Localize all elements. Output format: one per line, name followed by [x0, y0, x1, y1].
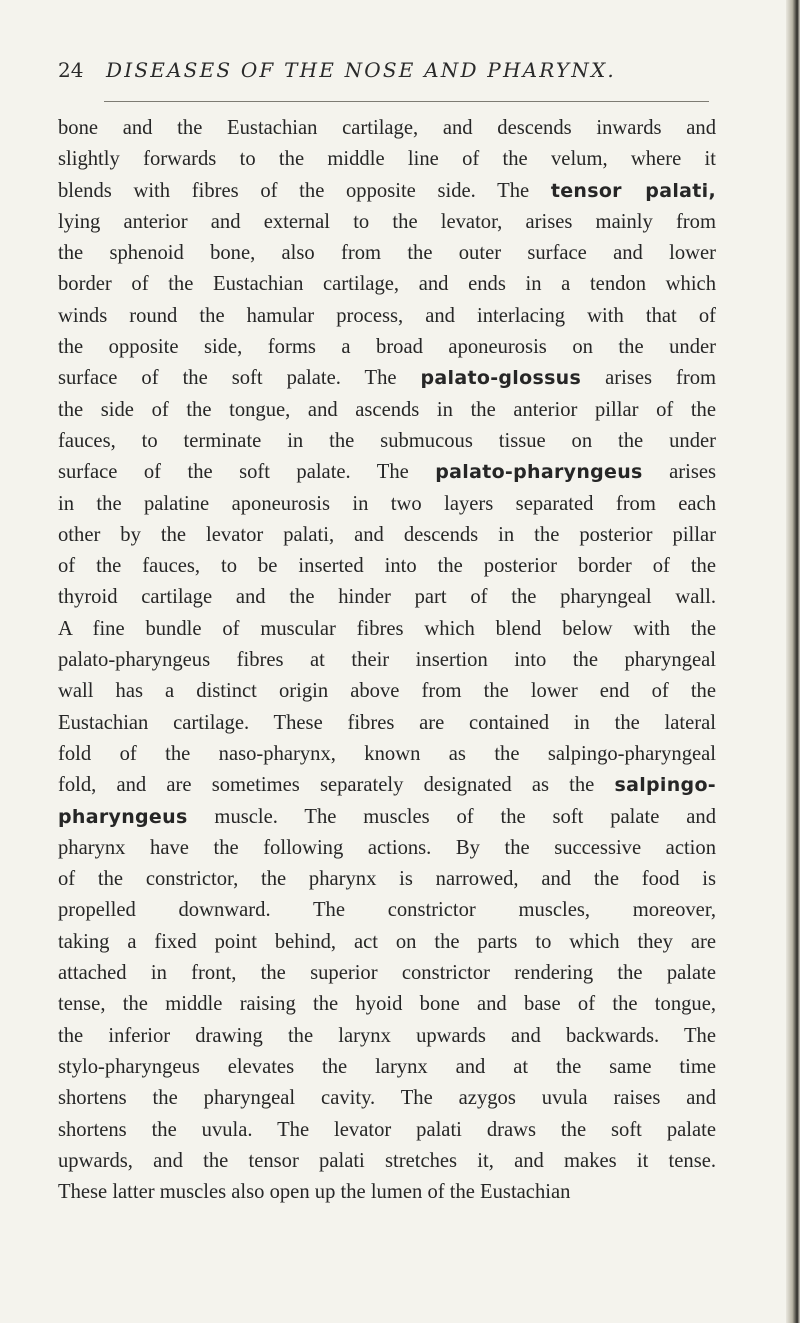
text-run: wall has a distinct origin above from the lower end of the — [58, 680, 716, 703]
text-line — [58, 457, 716, 488]
text-run: Eustachian cartilage. These fibres are contained in the lateral — [58, 711, 716, 734]
text-run: other by the levator palati, and descends in the posterior pillar — [58, 523, 716, 546]
text-run: the inferior drawing the larynx upwards and backwards. The — [58, 1024, 716, 1047]
text-run: the opposite side, forms a broad aponeurosis on the under — [58, 336, 716, 359]
text-line — [58, 395, 716, 426]
text-line — [58, 1052, 716, 1083]
text-line — [58, 708, 716, 739]
running-head — [58, 58, 738, 92]
text-run: arises from — [581, 367, 717, 390]
text-line — [58, 238, 716, 269]
muscle-term: palato-glossus — [420, 367, 582, 390]
muscle-term: tensor palati, — [550, 179, 716, 202]
text-run: border of the Eustachian cartilage, and ends in a tendon which — [58, 273, 716, 296]
text-run: shortens the pharyngeal cavity. The azygos uvula raises and — [58, 1087, 716, 1110]
text-run: the sphenoid bone, also from the outer surface and lower — [58, 242, 716, 265]
muscle-term: palato-pharyngeus — [435, 461, 643, 484]
text-line — [58, 144, 716, 175]
text-run: winds round the hamular process, and interlacing with that of — [58, 304, 716, 327]
text-run: surface of the soft palate. The — [58, 461, 436, 484]
text-run: fold of the naso-pharynx, known as the salpingo-pharyngeal — [58, 742, 716, 765]
text-run: blends with fibres of the opposite side. The — [58, 179, 551, 202]
text-line — [58, 176, 716, 207]
text-line — [58, 332, 716, 363]
text-run: upwards, and the tensor palati stretches it, and makes it tense. — [58, 1149, 716, 1172]
text-run: A fine bundle of muscular fibres which blend below with the — [58, 617, 716, 640]
text-line — [58, 895, 716, 926]
text-run: fold, and are sometimes separately designated as the — [58, 774, 615, 797]
text-line — [58, 864, 716, 895]
text-run: in the palatine aponeurosis in two layers separated from each — [58, 492, 716, 515]
text-line — [58, 1083, 716, 1114]
text-line — [58, 1115, 716, 1146]
text-line — [58, 363, 716, 394]
text-line — [58, 927, 716, 958]
muscle-term: salpingo- — [614, 774, 716, 797]
text-line — [58, 1146, 716, 1177]
text-line — [58, 739, 716, 770]
text-run: bone and the Eustachian cartilage, and descends inwards and — [58, 117, 716, 139]
text-line — [58, 645, 716, 676]
page-number: 24 — [58, 58, 84, 82]
text-line — [58, 489, 716, 520]
text-line — [58, 676, 716, 707]
text-run: These latter muscles also open up the lumen of the Eustachian — [58, 1181, 571, 1204]
text-line — [58, 833, 716, 864]
text-line — [58, 520, 716, 551]
text-run: shortens the uvula. The levator palati draws the soft palate — [58, 1118, 716, 1141]
text-run: of the constrictor, the pharynx is narrowed, and the food is — [58, 868, 716, 891]
text-line — [58, 582, 716, 613]
text-line — [58, 113, 716, 144]
text-line — [58, 614, 716, 645]
text-run: lying anterior and external to the levator, arises mainly from — [58, 210, 716, 233]
text-line — [58, 1177, 716, 1208]
body-text — [58, 113, 716, 1208]
text-run: muscle. The muscles of the soft palate and — [187, 805, 716, 828]
text-line — [58, 802, 716, 833]
text-line — [58, 1021, 716, 1052]
text-run: palato-pharyngeus fibres at their insertion into the pharyngeal — [58, 649, 716, 672]
text-line — [58, 770, 716, 801]
header-rule — [104, 101, 709, 102]
text-run: taking a fixed point behind, act on the parts to which they are — [58, 930, 716, 953]
text-run: the side of the tongue, and ascends in the anterior pillar of the — [58, 398, 716, 421]
text-run: stylo-pharyngeus elevates the larynx and at the same time — [58, 1055, 716, 1078]
text-run: surface of the soft palate. The — [58, 367, 421, 390]
text-run: thyroid cartilage and the hinder part of the pharyngeal wall. — [58, 586, 716, 609]
text-line — [58, 426, 716, 457]
text-run: tense, the middle raising the hyoid bone and base of the tongue, — [58, 993, 716, 1016]
text-run: of the fauces, to be inserted into the posterior border of the — [58, 555, 716, 578]
muscle-term: pharyngeus — [58, 805, 188, 828]
text-line — [58, 551, 716, 582]
text-line — [58, 958, 716, 989]
text-line — [58, 207, 716, 238]
text-line — [58, 989, 716, 1020]
page-binding-edge — [786, 0, 800, 1323]
text-run: fauces, to terminate in the submucous tissue on the under — [58, 429, 716, 452]
running-title: DISEASES OF THE NOSE AND PHARYNX. — [106, 58, 616, 82]
text-line — [58, 301, 716, 332]
text-run: pharynx have the following actions. By the successive action — [58, 836, 716, 859]
text-run: arises — [642, 461, 716, 484]
text-line — [58, 269, 716, 300]
text-run: attached in front, the superior constrictor rendering the palate — [58, 962, 716, 985]
text-run: propelled downward. The constrictor muscles, moreover, — [58, 899, 716, 922]
text-run: slightly forwards to the middle line of the velum, where it — [58, 148, 716, 171]
